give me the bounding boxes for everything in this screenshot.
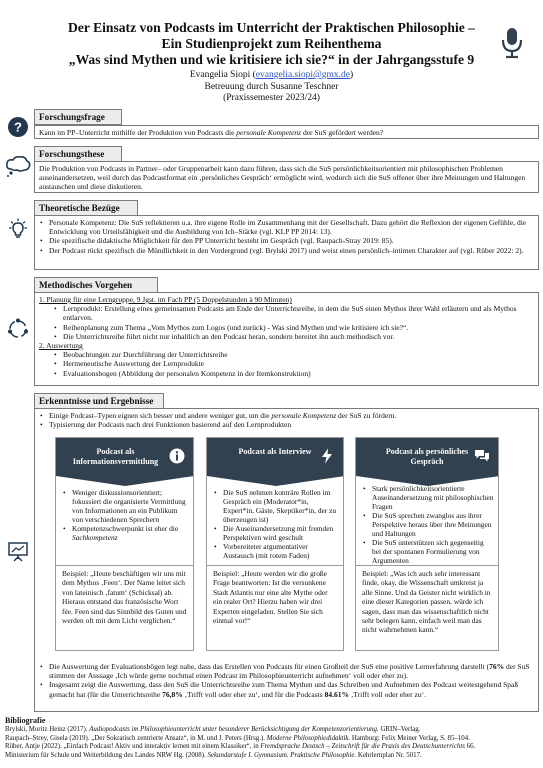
card-list xyxy=(62,488,189,542)
entry-author: Ministerium für Schule und Weiterbildung des Landes NRW Hg. (2008). xyxy=(5,751,208,759)
list-item: • Reihenplanung zum Thema „Vom Mythos zum Logos (und zurück) - Was sind Mythen und wie kritisiere ich sie?“. xyxy=(53,323,534,332)
bibliography-entry xyxy=(5,735,539,744)
bibliography-entry xyxy=(5,743,539,752)
list-item: • Die spezifische didaktische Möglichkeit für den PP Unterricht besteht im Gespräch (vgl. Raupach-Stray 2019: 85). xyxy=(39,236,534,245)
author-name: Evangelia Siopi ( xyxy=(189,70,256,80)
lightning-icon xyxy=(319,448,335,464)
microphone-icon xyxy=(499,26,525,60)
entry-title: Audiopodcasts im Philosophieunterricht unter besonderer Berücksichtigung der Kompetenzorientierung. xyxy=(89,726,379,733)
card-example: Beispiel: „Was ich auch sehr interessant finde, okay, die Wissenschaft umkreist ja alle Sinne. Und da Geister nicht wirklich in eine dieser Kategorien passen, würde ich sagen, dass man das wissenschaftlich nicht sehr belegen kann, einfach weil man das nicht wahrnehmen kann.“ xyxy=(356,565,498,638)
card1-item2-text: Kompetenzschwerpunkt ist eher die xyxy=(72,524,179,533)
section-heading-theorie: Theoretische Bezüge xyxy=(34,200,138,216)
list-item: • Personale Kompetenz: Die SuS reflektieren u.a. ihre eigene Rolle im Zusammenhang mit der Gesellschaft. Dazu gehört die Reflexion der eigenen Gefühle, die Entwicklung von Urteilsfähigkeit und die Ausbildung von Ich–Stärke (vgl. KLP PP 2014: 13). xyxy=(39,218,534,236)
list-item: • Die SuS nehmen konträre Rollen im Gespräch ein (Moderator*in, Expert*in, Gäste, Skeptiker*in, der zu überzeugen ist) xyxy=(213,488,339,524)
card-example: Beispiel: „Heute beschäftigen wir uns mit dem Mythos ‚Feen‘. Der Name leitet sich von lateinisch ‚fatum‘ (Schicksal) ab. Hieraus entstand das französische Wort fée. Feen sind das Sinnbild des Guten und werden oft mit dem Licht verglichen.“ xyxy=(56,565,193,628)
list-item: • Die Unterrichtsreihe führt nicht nur inhaltlich an den Podcast heran, sondern bereitet ihn auch methodisch vor. xyxy=(53,332,534,341)
author-line xyxy=(0,70,543,82)
outro2-c: ‚Trifft voll oder eher zu‘, und für die Podcasts xyxy=(182,689,325,699)
author-email-link[interactable]: evangelia.siopi@gmx.de xyxy=(255,70,351,80)
bibliography-heading: Bibliografie xyxy=(5,716,46,725)
entry-publisher: 66. xyxy=(464,743,476,751)
presentation-board-icon xyxy=(7,540,29,562)
outro1-percent: 76% xyxy=(489,662,505,671)
entry-title: Sekundarstufe I. Gymnasium. Praktische Philosophie. xyxy=(207,751,357,759)
ergebnisse-outro-list xyxy=(39,662,534,699)
methodik-part1-heading: 1. Planung für eine Lerngruppe, 9 Jgst. im Fach PP (5 Doppelstunden à 90 Minuten) xyxy=(39,295,292,304)
outro2-a: Insgesamt zeigt die Auswertung, dass den SuS die Unterrichtsreihe zum Thema Mythen und das Schreiben und Aufnehmen des Podcast weitestgehend Spaß gemacht hat (für die Unterrichtsreihe xyxy=(49,680,519,699)
speech-bubbles-icon xyxy=(474,448,490,464)
card-header xyxy=(356,438,498,476)
list-item: • Beobachtungen zur Durchführung der Unterrichtsreihe xyxy=(53,350,534,359)
list-item: • Weniger diskussionsorientiert; fokussiert die organisierte Vermittlung von Informationen an ein Publikum von verschiedenen Sprechern xyxy=(62,488,189,524)
list-item: • Die SuS sprechen zwanglos aus ihrer Perspektive heraus über ihre Meinungen und Haltungen xyxy=(362,511,494,538)
section-heading-forschungsthese: Forschungsthese xyxy=(34,146,122,162)
title-line-2: Ein Studienprojekt zum Reihenthema xyxy=(161,36,382,51)
title-line-1: Der Einsatz von Podcasts im Unterricht der Praktischen Philosophie – xyxy=(68,20,475,35)
entry-publisher: GRIN–Verlag. xyxy=(378,726,421,733)
card-example: Beispiel: „Heute werden wir die große Frage beantworten: Ist die versunkene Stadt Atlantis nur eine alte Mythe oder ein realer Ort? Hierzu haben wir drei Experten eingeladen. Stellen Sie sich einmal vor!“ xyxy=(207,565,343,628)
author-close: ) xyxy=(350,70,354,80)
card-header xyxy=(56,438,193,476)
list-item: • Hermeneutische Auswertung der Lernprodukte xyxy=(53,359,534,368)
card-persoenliches-gespraech xyxy=(355,437,499,651)
forschungsfrage-text-b: der SuS gefördert werden? xyxy=(301,128,384,137)
card-arrow xyxy=(56,476,194,486)
supervision-line: Betreuung durch Susanne Teschner xyxy=(204,81,339,92)
list-item: • Vorbereiteter argumentativer Austausch (mit rotem Faden) xyxy=(213,542,339,560)
outro1-a: Die Auswertung der Evaluationsbögen legt nahe, dass das Erstellen von Podcasts für einen Großteil der SuS eine positive Lernerfahrung darstellt ( xyxy=(49,662,490,671)
bibliography xyxy=(5,716,539,760)
methodik-part2-heading: 2. Auswertung xyxy=(39,341,83,351)
list-item: • Evaluationsbogen (Abbildung der personalen Kompetenz in der Itemkonstruktion) xyxy=(53,369,534,378)
entry-title: Moderne Philosophiedidaktik. xyxy=(266,734,351,742)
list-item: • Stark persönlichkeitsorientierte Auseinandersetzung mit philosophischen Fragen xyxy=(362,484,494,511)
info-icon xyxy=(169,448,185,464)
methodik-part2-list xyxy=(39,350,534,378)
list-item: • Die SuS unterstützen sich gegenseitig bei der spontanen Formulierung von Argumenten xyxy=(362,538,494,565)
card-title: Podcast als Interview xyxy=(238,447,312,456)
card-title: Podcast als persönliches Gespräch xyxy=(385,447,469,466)
card-title: Podcast als Informationsvermittlung xyxy=(72,447,159,466)
question-icon xyxy=(7,116,29,138)
list-item: • Typisierung der Podcasts nach drei Funktionen basierend auf den Lernprodukten xyxy=(39,420,534,429)
entry-author: Rüber, Antje (2022). „Einfach Podcast! Aktiv und interaktiv lernen mit einem Klassiker“, in xyxy=(5,743,261,751)
outro2-percent-reihe: 76,8% xyxy=(162,689,183,699)
entry-title: Fremdsprache Deutsch – Zeitschrift für die Praxis des Deutschunterrichts xyxy=(260,743,465,751)
outro1-c: der SuS stimmen der Aussage ‚Ich würde gerne nochmal einen Podcast im Philosophieunterricht aufnehmen‘ voll oder eher zu). xyxy=(49,662,530,681)
intro1-b: der SuS zu fördern. xyxy=(336,411,397,420)
list-item: • Der Podcast rückt spezifisch die Mündlichkeit in den Vordergrund (vgl. Brylski 2017) und weist einen persönlich–intimen Charakter auf (vgl. Rüber 2022: 2). xyxy=(39,246,534,255)
list-item xyxy=(39,680,534,698)
ergebnisse-intro-list xyxy=(39,411,534,429)
forschungsfrage-text-a: Kann im PP–Unterricht mithilfe der Produktion von Podcasts die xyxy=(39,128,237,137)
methodik-body xyxy=(34,292,539,386)
list-item xyxy=(39,662,534,680)
card-informationsvermittlung xyxy=(55,437,194,651)
card-arrow xyxy=(207,476,345,486)
outro2-percent-podcast: 84.61% xyxy=(324,689,349,699)
theorie-body xyxy=(34,215,539,270)
list-item xyxy=(39,411,534,420)
cycle-arrows-icon xyxy=(7,318,29,340)
entry-publisher: Hamburg: Felix Meiner Verlag, S. 85–104. xyxy=(350,734,470,742)
section-heading-methodik: Methodisches Vorgehen xyxy=(34,277,158,293)
svg-text:?: ? xyxy=(14,119,22,135)
outro2-e: ‚Trifft voll oder eher zu‘. xyxy=(348,689,427,699)
semester-line: (Praxissemester 2023/24) xyxy=(223,93,320,103)
card1-item2-italic: Sachkompetenz xyxy=(72,533,118,542)
card-list xyxy=(362,484,494,565)
methodik-part1-list xyxy=(39,304,534,341)
forschungsthese-body: Die Produktion von Podcasts in Partner– oder Gruppenarbeit kann dazu führen, dass sich die SuS persönlichkeitsorientiert mit philosophischen Problemen auseinandersetzen, weil durch das Podcastformat ein ‚persönliches Gespräch‘ ermöglicht wird, wodurch sich die SuS offener über ihre Meinungen und Haltungen austauschen und diese diskutieren. xyxy=(34,161,539,193)
card-header xyxy=(207,438,343,476)
title-line-3: „Was sind Mythen und wie kritisiere ich sie?“ in der Jahrgangsstufe 9 xyxy=(68,52,475,67)
forschungsfrage-text-italic: personale Kompetenz xyxy=(236,128,302,137)
bibliography-entry xyxy=(5,752,539,761)
list-item: • Die Auseinandersetzung mit fremden Perspektiven wird geschult xyxy=(213,524,339,542)
intro1-a: Einige Podcast–Typen eignen sich besser und andere weniger gut, um die xyxy=(49,411,272,420)
card-list xyxy=(213,488,339,560)
poster-header xyxy=(0,0,543,114)
entry-author: Raupach–Strey, Gisela (2019). „Der Sokratisch zentrierte Ansatz“, in M. und J. Peters (Hrsg.). xyxy=(5,734,267,742)
entry-publisher: Kehrlernplan Nr. 5017. xyxy=(356,751,422,759)
intro1-italic: personale Kompetenz xyxy=(271,411,337,420)
section-heading-ergebnisse: Erkenntnisse und Ergebnisse xyxy=(34,393,164,409)
entry-author: Brylski, Moritz Heinz (2017). xyxy=(5,726,90,733)
lightbulb-icon xyxy=(7,218,29,240)
thought-bubble-icon xyxy=(5,155,31,177)
section-heading-forschungsfrage: Forschungsfrage xyxy=(34,109,122,125)
list-item: • Lernprodukt: Erstellung eines gemeinsamen Podcasts am Ende der Unterrichtsreihe, in dem die SuS einen Mythos ihrer Wahl erläutern und als Mythos entlarven. xyxy=(53,304,534,322)
theorie-list xyxy=(39,218,534,255)
list-item xyxy=(62,524,189,542)
card-interview xyxy=(206,437,344,651)
bibliography-entry xyxy=(5,726,539,735)
forschungsfrage-body xyxy=(34,125,539,139)
